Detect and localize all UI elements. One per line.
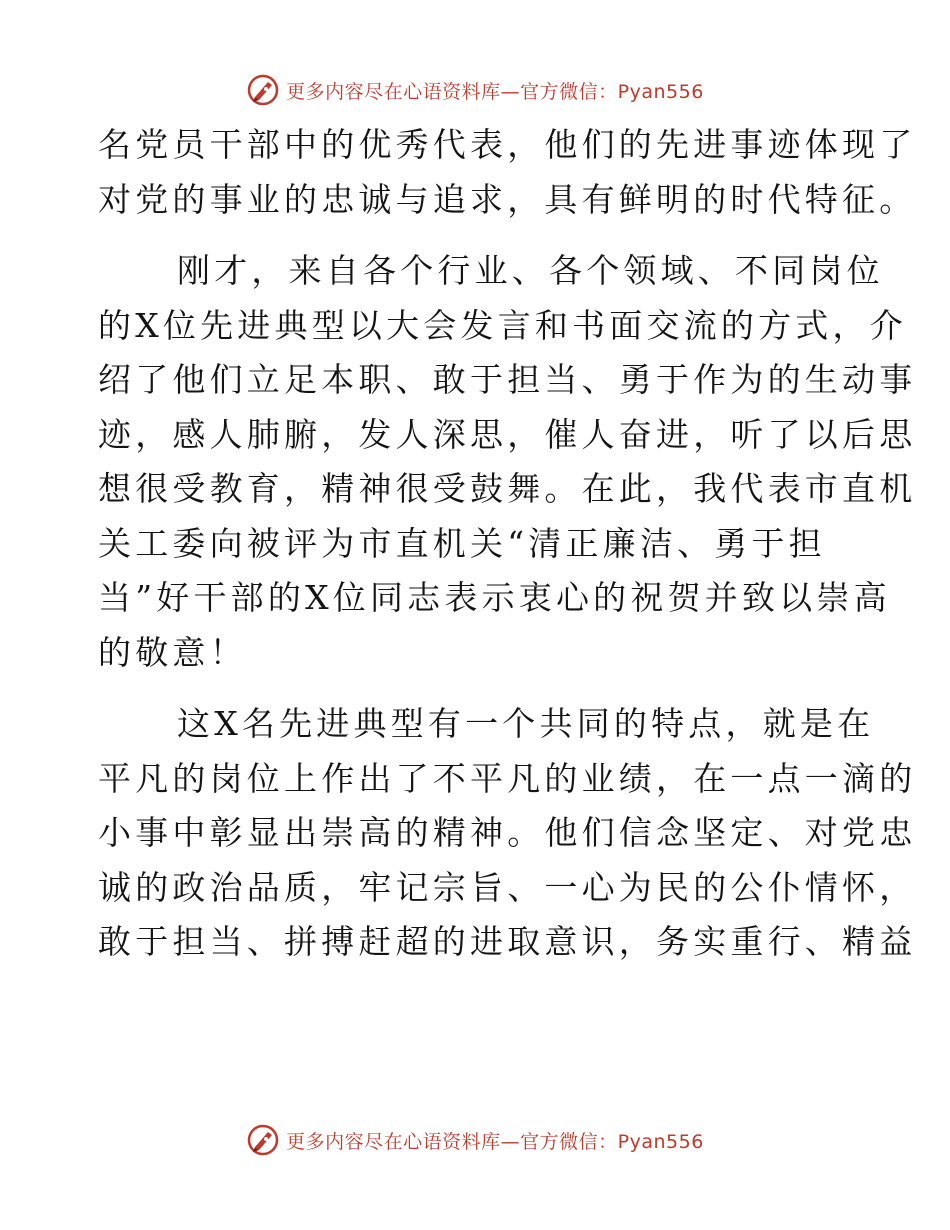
paragraph-1 [98, 118, 917, 227]
text-line: 迹，感人肺腑，发人深思，催人奋进，听了以后思 [98, 414, 917, 454]
header-banner-text: 更多内容尽在心语资料库—官方微信：Pyan556 [286, 80, 704, 103]
footer-banner [0, 1120, 950, 1160]
footer-banner-text: 更多内容尽在心语资料库—官方微信：Pyan556 [286, 1130, 704, 1153]
paragraph-3 [98, 697, 917, 970]
pen-logo-icon [246, 73, 280, 107]
text-line: 的敬意！ [98, 632, 247, 672]
text-line: 小事中彰显出崇高的精神。他们信念坚定、对党忠 [98, 813, 917, 852]
text-line: 对党的事业的忠诚与追求，具有鲜明的时代特征。 [98, 179, 917, 219]
text-line: 这X名先进典型有一个共同的特点，就是在 [177, 704, 875, 743]
text-line: 刚才，来自各个行业、各个领域、不同岗位 [177, 251, 884, 290]
text-line: 关工委向被评为市直机关“清正廉洁、勇于担 [98, 523, 826, 563]
text-line: 想很受教育，精神很受鼓舞。在此，我代表市直机 [98, 469, 917, 508]
text-line: 诚的政治品质，牢记宗旨、一心为民的公仆情怀， [98, 867, 917, 907]
pen-logo-icon [246, 1123, 280, 1157]
text-line: 敢于担当、拼搏赶超的进取意识，务实重行、精益 [98, 922, 917, 961]
header-banner [0, 70, 950, 110]
text-line: 的X位先进典型以大会发言和书面交流的方式，介 [98, 305, 907, 345]
text-line: 绍了他们立足本职、敢于担当、勇于作为的生动事 [98, 360, 917, 399]
text-line: 名党员干部中的优秀代表，他们的先进事迹体现了 [98, 125, 917, 164]
text-line: 当”好干部的X位同志表示衷心的祝贺并致以崇高 [98, 578, 891, 617]
body-text [98, 118, 917, 970]
text-line: 平凡的岗位上作出了不平凡的业绩，在一点一滴的 [98, 758, 917, 798]
paragraph-2 [98, 244, 917, 680]
